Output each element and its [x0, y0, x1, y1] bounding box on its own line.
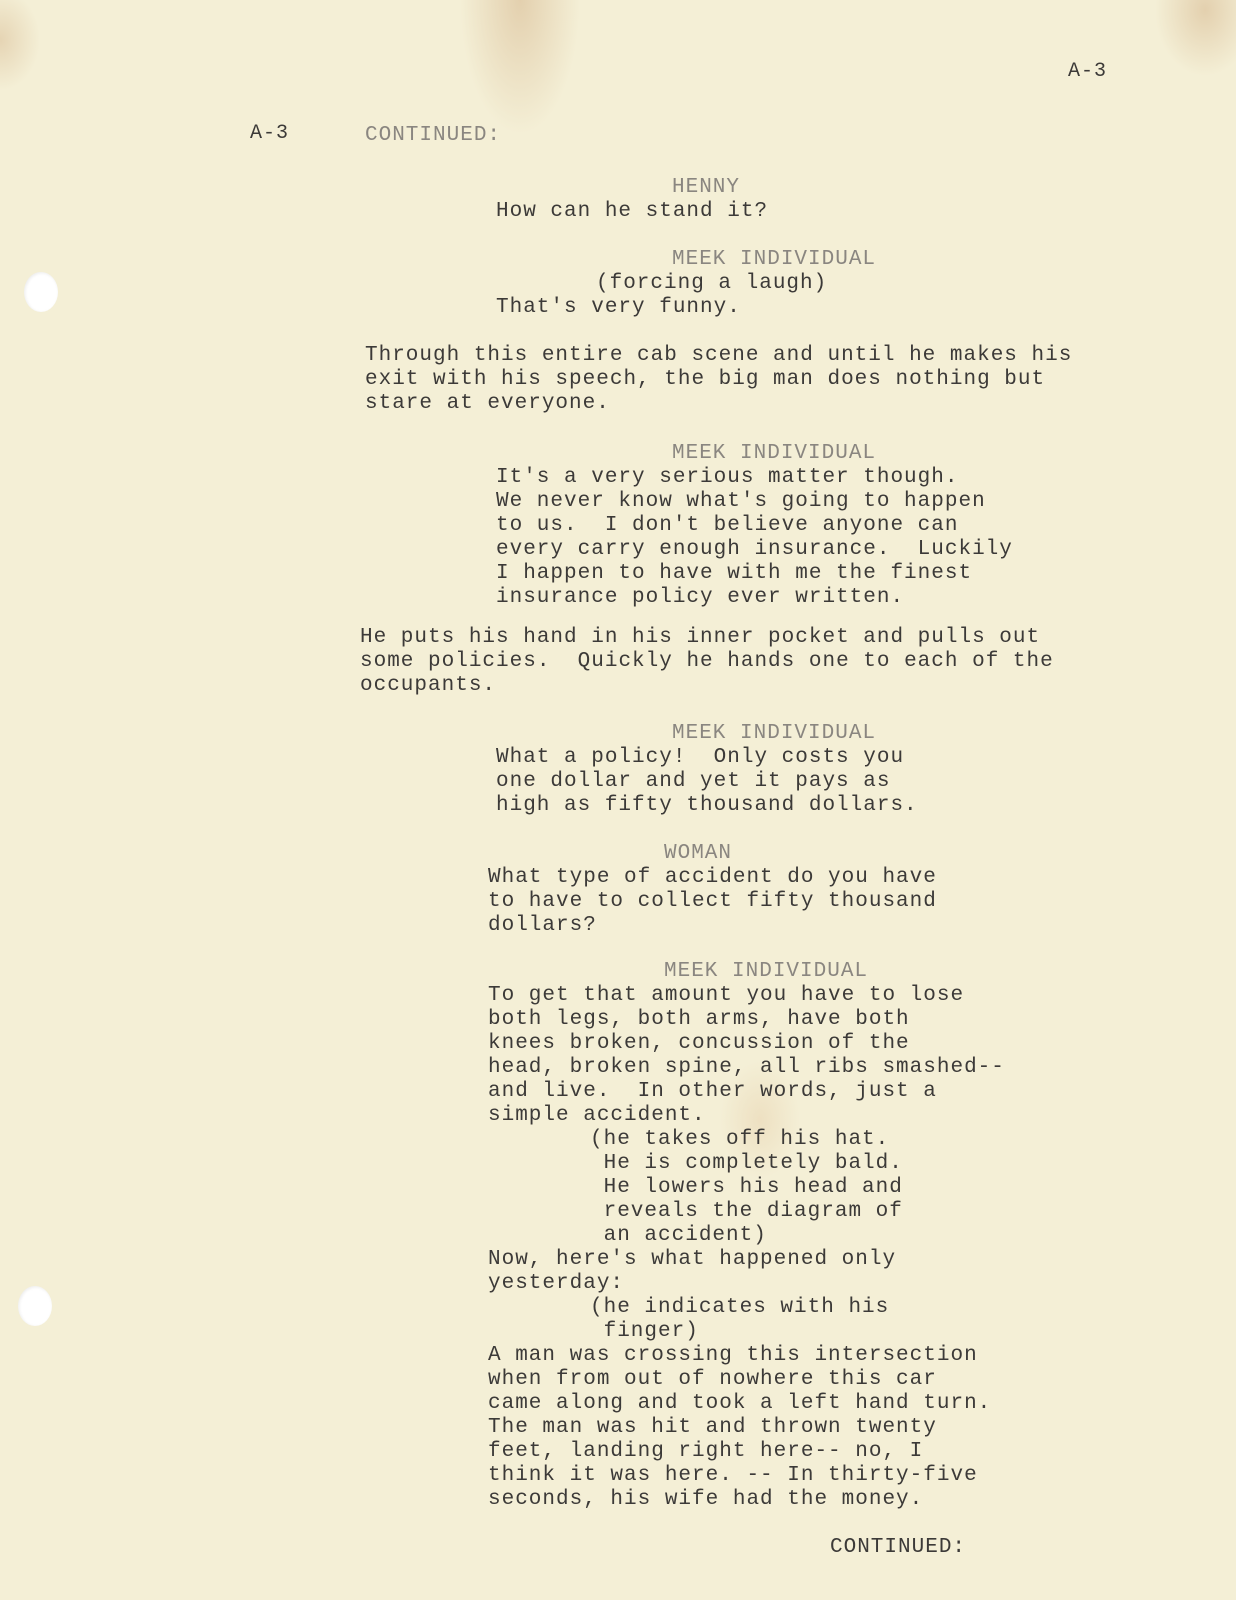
character-line: MEEK INDIVIDUAL [672, 442, 877, 465]
dialogue-line: when from out of nowhere this car [488, 1368, 937, 1391]
dialogue-line: head, broken spine, all ribs smashed-- [488, 1056, 1005, 1079]
action-line: some policies. Quickly he hands one to each of the [360, 650, 1054, 673]
continued-footer: CONTINUED: [830, 1536, 967, 1559]
dialogue-line: What a policy! Only costs you [496, 746, 905, 769]
dialogue-line: seconds, his wife had the money. [488, 1488, 924, 1511]
scene-number: A-3 [250, 122, 290, 145]
character-line: MEEK INDIVIDUAL [672, 722, 877, 745]
dialogue-line: Now, here's what happened only [488, 1248, 897, 1271]
action-line: exit with his speech, the big man does nothing but [365, 368, 1046, 391]
punch-hole-bottom [18, 1286, 52, 1326]
dialogue-line: To get that amount you have to lose [488, 984, 965, 1007]
character-line: HENNY [672, 176, 741, 199]
dialogue-line: How can he stand it? [496, 200, 769, 223]
dialogue-line: A man was crossing this intersection [488, 1344, 978, 1367]
dialogue-line: and live. In other words, just a [488, 1080, 937, 1103]
dialogue-line: to us. I don't believe anyone can [496, 514, 959, 537]
dialogue-line: came along and took a left hand turn. [488, 1392, 992, 1415]
dialogue-line: yesterday: [488, 1272, 625, 1295]
dialogue-line: We never know what's going to happen [496, 490, 986, 513]
page-number: A-3 [1068, 60, 1108, 83]
punch-hole-top [24, 272, 58, 312]
action-line: He puts his hand in his inner pocket and pulls out [360, 626, 1041, 649]
parenthetical-line: (he indicates with his [590, 1296, 890, 1319]
dialogue-line: every carry enough insurance. Luckily [496, 538, 1013, 561]
dialogue-line: insurance policy ever written. [496, 586, 905, 609]
dialogue-line: both legs, both arms, have both [488, 1008, 910, 1031]
dialogue-line: What type of accident do you have [488, 866, 937, 889]
dialogue-line: dollars? [488, 914, 597, 937]
action-line: Through this entire cab scene and until he makes his [365, 344, 1073, 367]
parenthetical-line: finger) [590, 1320, 699, 1343]
dialogue-line: That's very funny. [496, 296, 741, 319]
dialogue-line: knees broken, concussion of the [488, 1032, 910, 1055]
character-line: WOMAN [664, 842, 733, 865]
dialogue-line: to have to collect fifty thousand [488, 890, 937, 913]
action-line: stare at everyone. [365, 392, 610, 415]
dialogue-line: I happen to have with me the finest [496, 562, 973, 585]
parenthetical-line: an accident) [590, 1224, 767, 1247]
parenthetical-line: (he takes off his hat. [590, 1128, 890, 1151]
dialogue-line: simple accident. [488, 1104, 706, 1127]
dialogue-line: feet, landing right here-- no, I [488, 1440, 924, 1463]
parenthetical-line: He is completely bald. [590, 1152, 903, 1175]
character-line: MEEK INDIVIDUAL [672, 248, 877, 271]
dialogue-line: It's a very serious matter though. [496, 466, 959, 489]
continued-header: CONTINUED: [365, 124, 502, 147]
dialogue-line: one dollar and yet it pays as [496, 770, 891, 793]
dialogue-line: The man was hit and thrown twenty [488, 1416, 937, 1439]
character-line: MEEK INDIVIDUAL [664, 960, 869, 983]
dialogue-line: high as fifty thousand dollars. [496, 794, 918, 817]
action-line: occupants. [360, 674, 497, 697]
dialogue-line: think it was here. -- In thirty-five [488, 1464, 978, 1487]
parenthetical-line: (forcing a laugh) [596, 272, 828, 295]
parenthetical-line: reveals the diagram of [590, 1200, 903, 1223]
parenthetical-line: He lowers his head and [590, 1176, 903, 1199]
